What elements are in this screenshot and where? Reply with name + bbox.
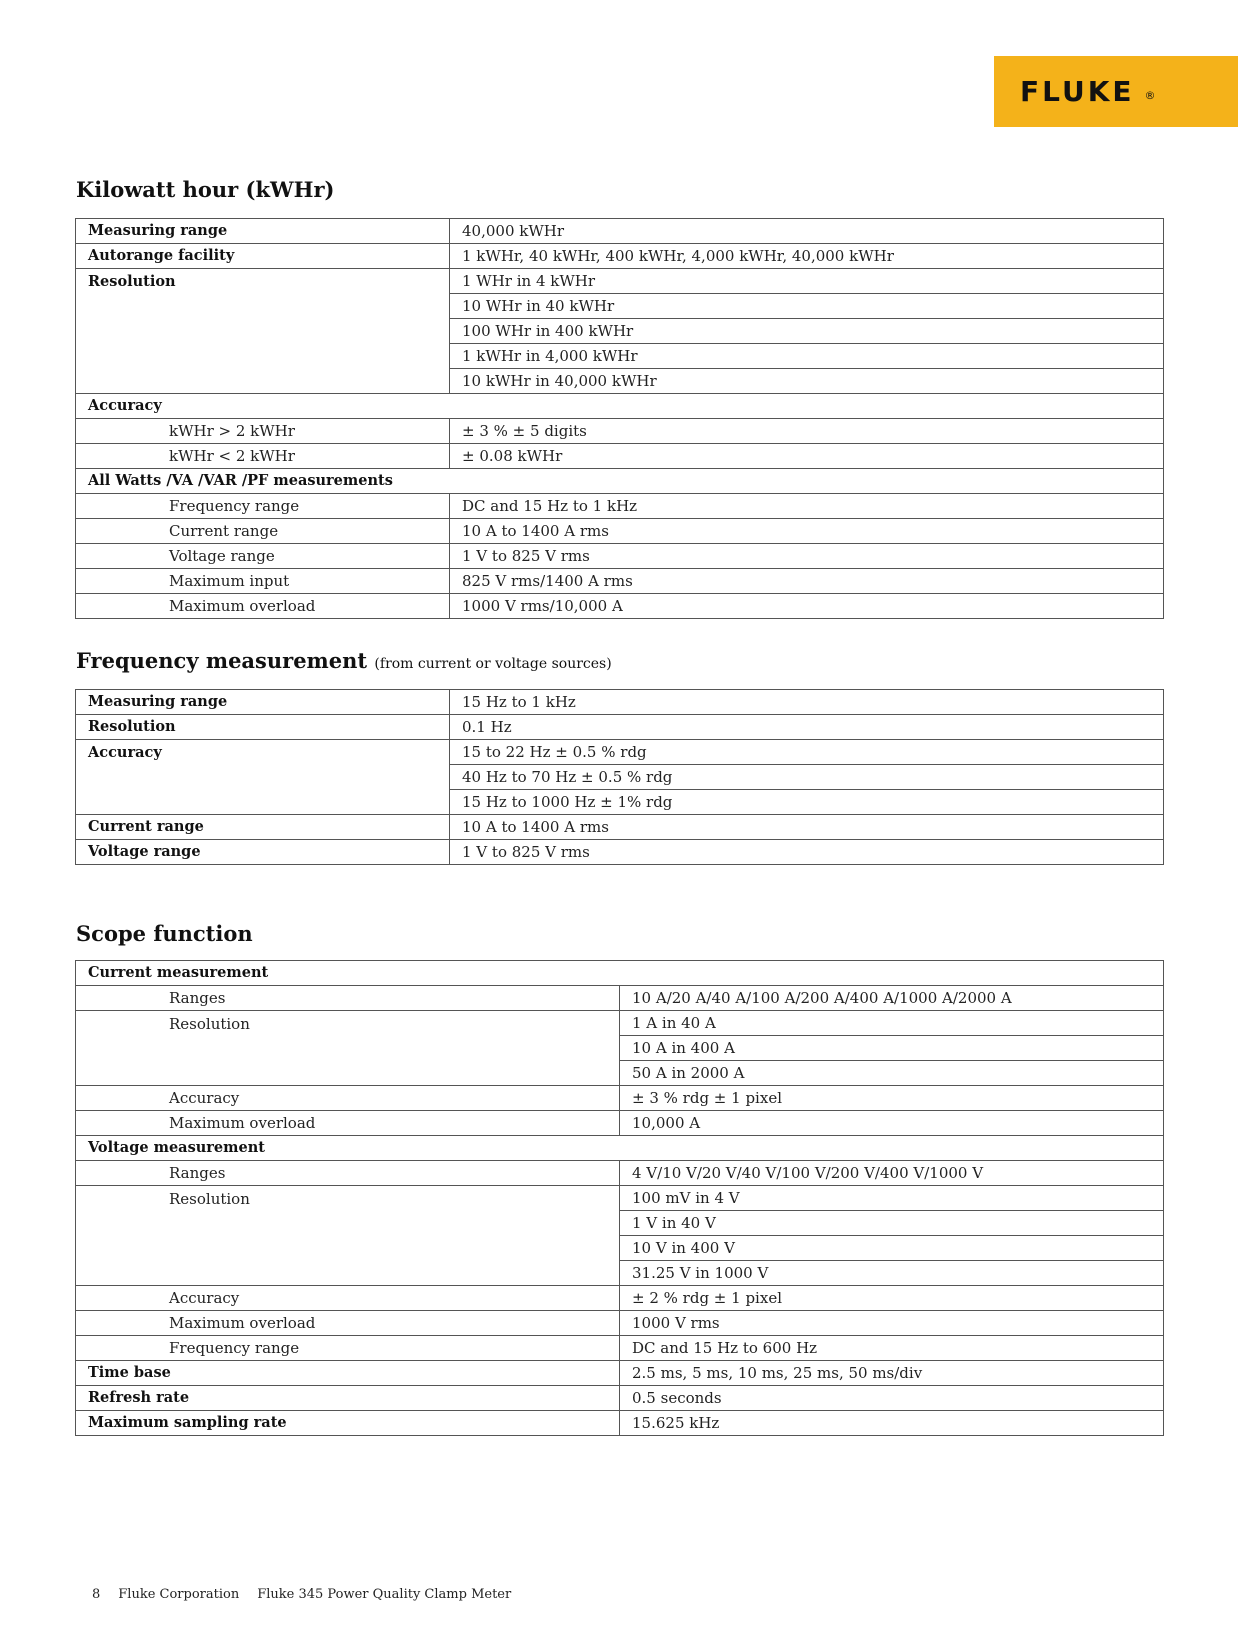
spec-value: 1000 V rms/10,000 A [450, 594, 1164, 619]
table-row [76, 1086, 1164, 1111]
spec-label: Current range [76, 815, 450, 840]
table-row [76, 986, 1164, 1011]
spec-label: Autorange facility [76, 244, 450, 269]
spec-value: 15.625 kHz [620, 1411, 1164, 1436]
table-row [76, 594, 1164, 619]
spec-label: Resolution [76, 1011, 620, 1086]
table-row [76, 269, 1164, 294]
spec-value: 0.5 seconds [620, 1386, 1164, 1411]
spec-label: Maximum input [76, 569, 450, 594]
footer-product: Fluke 345 Power Quality Clamp Meter [257, 1587, 512, 1602]
spec-label: Maximum overload [76, 1311, 620, 1336]
kwh-spec-table [75, 218, 1164, 619]
table-row [76, 715, 1164, 740]
spec-group-label: Accuracy [76, 394, 1164, 419]
table-row [76, 1286, 1164, 1311]
spec-label: Current range [76, 519, 450, 544]
page-footer [92, 1587, 529, 1602]
table-row [76, 419, 1164, 444]
table-row [76, 1311, 1164, 1336]
spec-value: 1 kWHr, 40 kWHr, 400 kWHr, 4,000 kWHr, 40,000 kWHr [450, 244, 1164, 269]
table-row [76, 961, 1164, 986]
spec-value: 15 Hz to 1000 Hz ± 1% rdg [450, 790, 1164, 815]
spec-label: Frequency range [76, 1336, 620, 1361]
spec-value: 10 WHr in 40 kWHr [450, 294, 1164, 319]
logo-brand: FLUKE [1020, 75, 1135, 108]
table-row [76, 840, 1164, 865]
table-row [76, 1011, 1164, 1036]
spec-value: 15 Hz to 1 kHz [450, 690, 1164, 715]
table-row [76, 1361, 1164, 1386]
spec-value: 1 V to 825 V rms [450, 544, 1164, 569]
spec-label: kWHr > 2 kWHr [76, 419, 450, 444]
spec-label: Resolution [76, 715, 450, 740]
spec-value: ± 3 % rdg ± 1 pixel [620, 1086, 1164, 1111]
spec-value: 4 V/10 V/20 V/40 V/100 V/200 V/400 V/1000 V [620, 1161, 1164, 1186]
spec-value: 15 to 22 Hz ± 0.5 % rdg [450, 740, 1164, 765]
table-row [76, 740, 1164, 765]
spec-label: Maximum sampling rate [76, 1411, 620, 1436]
table-row [76, 394, 1164, 419]
table-row [76, 569, 1164, 594]
spec-value: 10 A to 1400 A rms [450, 519, 1164, 544]
spec-value: 1 WHr in 4 kWHr [450, 269, 1164, 294]
spec-value: 31.25 V in 1000 V [620, 1261, 1164, 1286]
spec-label: Measuring range [76, 219, 450, 244]
scope-spec-table [75, 960, 1164, 1436]
spec-value: 1000 V rms [620, 1311, 1164, 1336]
spec-value: 100 WHr in 400 kWHr [450, 319, 1164, 344]
spec-label: Resolution [76, 269, 450, 394]
table-row [76, 1336, 1164, 1361]
spec-label: Resolution [76, 1186, 620, 1286]
spec-value: 1 V in 40 V [620, 1211, 1164, 1236]
table-row [76, 1111, 1164, 1136]
fluke-logo [994, 56, 1238, 127]
frequency-title-text: Frequency measurement [76, 648, 368, 673]
spec-value: ± 3 % ± 5 digits [450, 419, 1164, 444]
table-row [76, 1186, 1164, 1211]
spec-group-label: Voltage measurement [76, 1136, 1164, 1161]
table-row [76, 219, 1164, 244]
spec-value: DC and 15 Hz to 600 Hz [620, 1336, 1164, 1361]
spec-value: 100 mV in 4 V [620, 1186, 1164, 1211]
spec-value: 2.5 ms, 5 ms, 10 ms, 25 ms, 50 ms/div [620, 1361, 1164, 1386]
spec-label: Accuracy [76, 740, 450, 815]
kwh-section-title: Kilowatt hour (kWHr) [76, 177, 335, 202]
spec-value: 1 kWHr in 4,000 kWHr [450, 344, 1164, 369]
spec-value: ± 2 % rdg ± 1 pixel [620, 1286, 1164, 1311]
table-row [76, 244, 1164, 269]
spec-label: Ranges [76, 1161, 620, 1186]
table-row [76, 444, 1164, 469]
spec-label: Voltage range [76, 840, 450, 865]
scope-section-title: Scope function [76, 921, 253, 946]
spec-label: Maximum overload [76, 1111, 620, 1136]
table-row [76, 1386, 1164, 1411]
table-row [76, 1161, 1164, 1186]
spec-group-label: All Watts /VA /VAR /PF measurements [76, 469, 1164, 494]
spec-value: 1 V to 825 V rms [450, 840, 1164, 865]
spec-group-label: Current measurement [76, 961, 1164, 986]
spec-label: Frequency range [76, 494, 450, 519]
spec-label: Accuracy [76, 1086, 620, 1111]
table-row [76, 690, 1164, 715]
spec-value: 40 Hz to 70 Hz ± 0.5 % rdg [450, 765, 1164, 790]
frequency-spec-table [75, 689, 1164, 865]
spec-label: Time base [76, 1361, 620, 1386]
table-row [76, 1136, 1164, 1161]
spec-value: 40,000 kWHr [450, 219, 1164, 244]
registered-mark: ® [1144, 89, 1156, 102]
spec-value: 10 V in 400 V [620, 1236, 1164, 1261]
spec-value: ± 0.08 kWHr [450, 444, 1164, 469]
page-number: 8 [92, 1587, 101, 1602]
spec-label: Accuracy [76, 1286, 620, 1311]
table-row [76, 469, 1164, 494]
spec-label: kWHr < 2 kWHr [76, 444, 450, 469]
table-row [76, 519, 1164, 544]
spec-value: 10 A in 400 A [620, 1036, 1164, 1061]
table-row [76, 494, 1164, 519]
spec-value: 825 V rms/1400 A rms [450, 569, 1164, 594]
spec-value: 50 A in 2000 A [620, 1061, 1164, 1086]
frequency-subtitle: (from current or voltage sources) [374, 656, 612, 672]
spec-value: 10 kWHr in 40,000 kWHr [450, 369, 1164, 394]
spec-value: DC and 15 Hz to 1 kHz [450, 494, 1164, 519]
spec-value: 10 A/20 A/40 A/100 A/200 A/400 A/1000 A/2000 A [620, 986, 1164, 1011]
table-row [76, 1411, 1164, 1436]
spec-label: Ranges [76, 986, 620, 1011]
spec-value: 1 A in 40 A [620, 1011, 1164, 1036]
spec-label: Maximum overload [76, 594, 450, 619]
spec-label: Voltage range [76, 544, 450, 569]
spec-value: 10 A to 1400 A rms [450, 815, 1164, 840]
spec-value: 10,000 A [620, 1111, 1164, 1136]
table-row [76, 544, 1164, 569]
frequency-section-title [76, 648, 612, 673]
table-row [76, 815, 1164, 840]
spec-value: 0.1 Hz [450, 715, 1164, 740]
spec-label: Measuring range [76, 690, 450, 715]
footer-company: Fluke Corporation [118, 1587, 240, 1602]
spec-label: Refresh rate [76, 1386, 620, 1411]
